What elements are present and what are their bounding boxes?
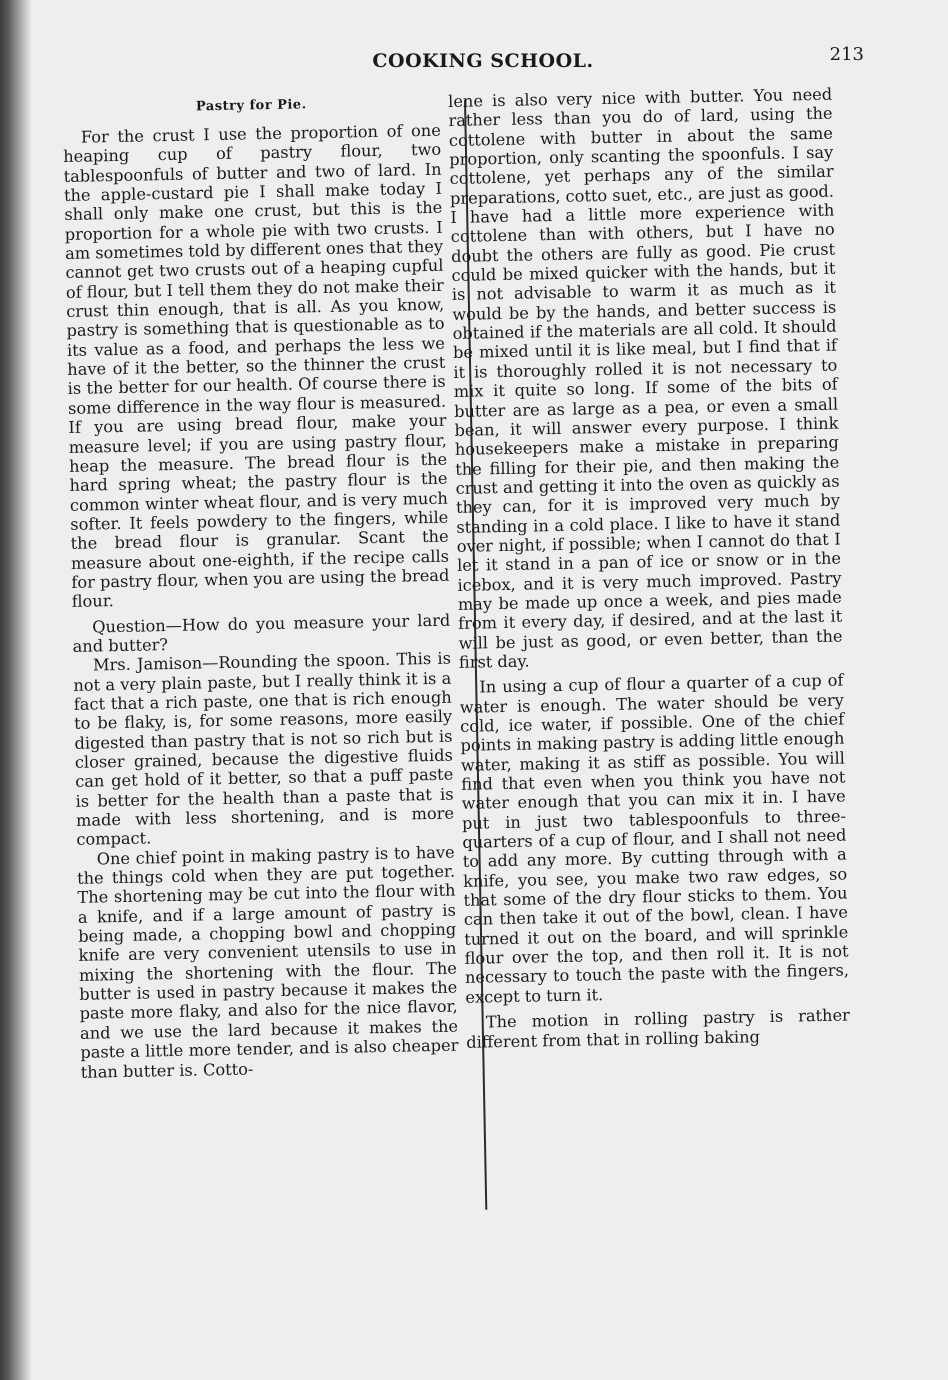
page-number: 213 (829, 44, 864, 65)
right-column (448, 85, 850, 1052)
book-spine-shadow (0, 0, 32, 1380)
paragraph: lene is also very nice with butter. You need rather less than you do of lard, using the cottolene with butter in about the same proportion, only scanting the spoonfuls. I say cottolene, yet perhaps any of the similar preparations, cotto suet, etc., are just as good. I have had a little more experience with cottolene than with others, but I have no doubt the others are fully as good. Pie crust could be mixed quicker with the hands, but it is not advisable to warm it as much as it would be by the hands, and better success is obtained if the materials are all cold. It should be mixed until it is like meal, but I find that if it is thoroughly rolled it is not necessary to mix it quite so long. If some of the bits of butter are as large as a pea, or even a small bean, it will answer every purpose. I think housekeepers make a mistake in preparing the filling for their pie, and then making the crust and getting it into the oven as quickly as they can, for it is improved very much by standing in a cold place. I like to have it stand over night, if possible; when I cannot do that I let it stand in a pan of ice or snow or in the icebox, and it is very much improved. Pastry may be made up once a week, and pies made from it every day, if desired, and at the last it will be just as good, or even better, than the first day. (448, 84, 843, 672)
paragraph: In using a cup of flour a quarter of a cup of water is enough. The water should be very cold, ice water, if possible. One of the chief points in making pastry is adding little enough water, making it as stiff as possible. You will find that even when you think you have not water enough that you can mix it in. I have put in just two tablespoonfuls to three-quarters of a cup of flour, and I shall not need to add any more. By cutting through with a knife, you see, you make two raw edges, so that some of the dry flour sticks to them. You can then take it out of the bowl, clean. I have turned it out on the board, and will sprinkle flour over the top, and then roll it. It is not necessary to touch the paste with the fingers, except to turn it. (459, 670, 850, 1007)
paragraph: Question—How do you measure your lard and butter? (72, 610, 451, 656)
paragraph: For the crust I use the proportion of one heaping cup of pastry flour, two tablespoonfuls of butter and two of lard. In the apple-custard pie I shall make today I shall only make one crust, but this is the proportion for a whole pie with two crusts. I am sometimes told by different ones that they cannot get two crusts out of a heaping cupful of flour, but I tell them they do not make their crust thin enough, that is all. As you know, pastry is something that is questionable as to its value as a food, and perhaps the less we have of it the better, so the thinner the crust is the better for our health. Of course there is some difference in the way flour is measured. If you are using bread flour, make your measure level; if you are using pastry flour, heap the measure. The bread flour is the hard spring wheat; the pastry flour is the common winter wheat flour, and is very much softer. It feels powdery to the fingers, while the bread flour is granular. Scant the measure about one-eighth, if the recipe calls for pastry flour, when you are using the bread flour. (63, 120, 450, 612)
paragraph: Mrs. Jamison—Rounding the spoon. This is not a very plain paste, but I really think it is a fact that a rich paste, one that is rich enough to be flaky, is, for some reasons, more easily digested than pastry that is not so rich but is closer grained, because the digestive fluids can get hold of it better, so that a puff paste is better for the health than a paste that is made with less shortening, and is more compact. (73, 648, 455, 850)
paragraph: One chief point in making pastry is to have the things cold when they are put together. The shortening may be cut into the flour with a knife, and if a large amount of pastry is being made, a chopping bowl and chopping knife are very convenient utensils to use in mixing the shortening with the flour. The butter is used in pastry because it makes the paste more flaky, and also for the nice flavor, and we use the lard because it makes the paste a little more tender, and is also cheaper than butter is. Cotto- (76, 842, 459, 1082)
paragraph: The motion in rolling pastry is rather different from that in rolling baking (466, 1005, 850, 1052)
section-heading: Pastry for Pie. (195, 97, 307, 115)
left-column (62, 85, 459, 1082)
running-header: COOKING SCHOOL. (372, 50, 594, 72)
